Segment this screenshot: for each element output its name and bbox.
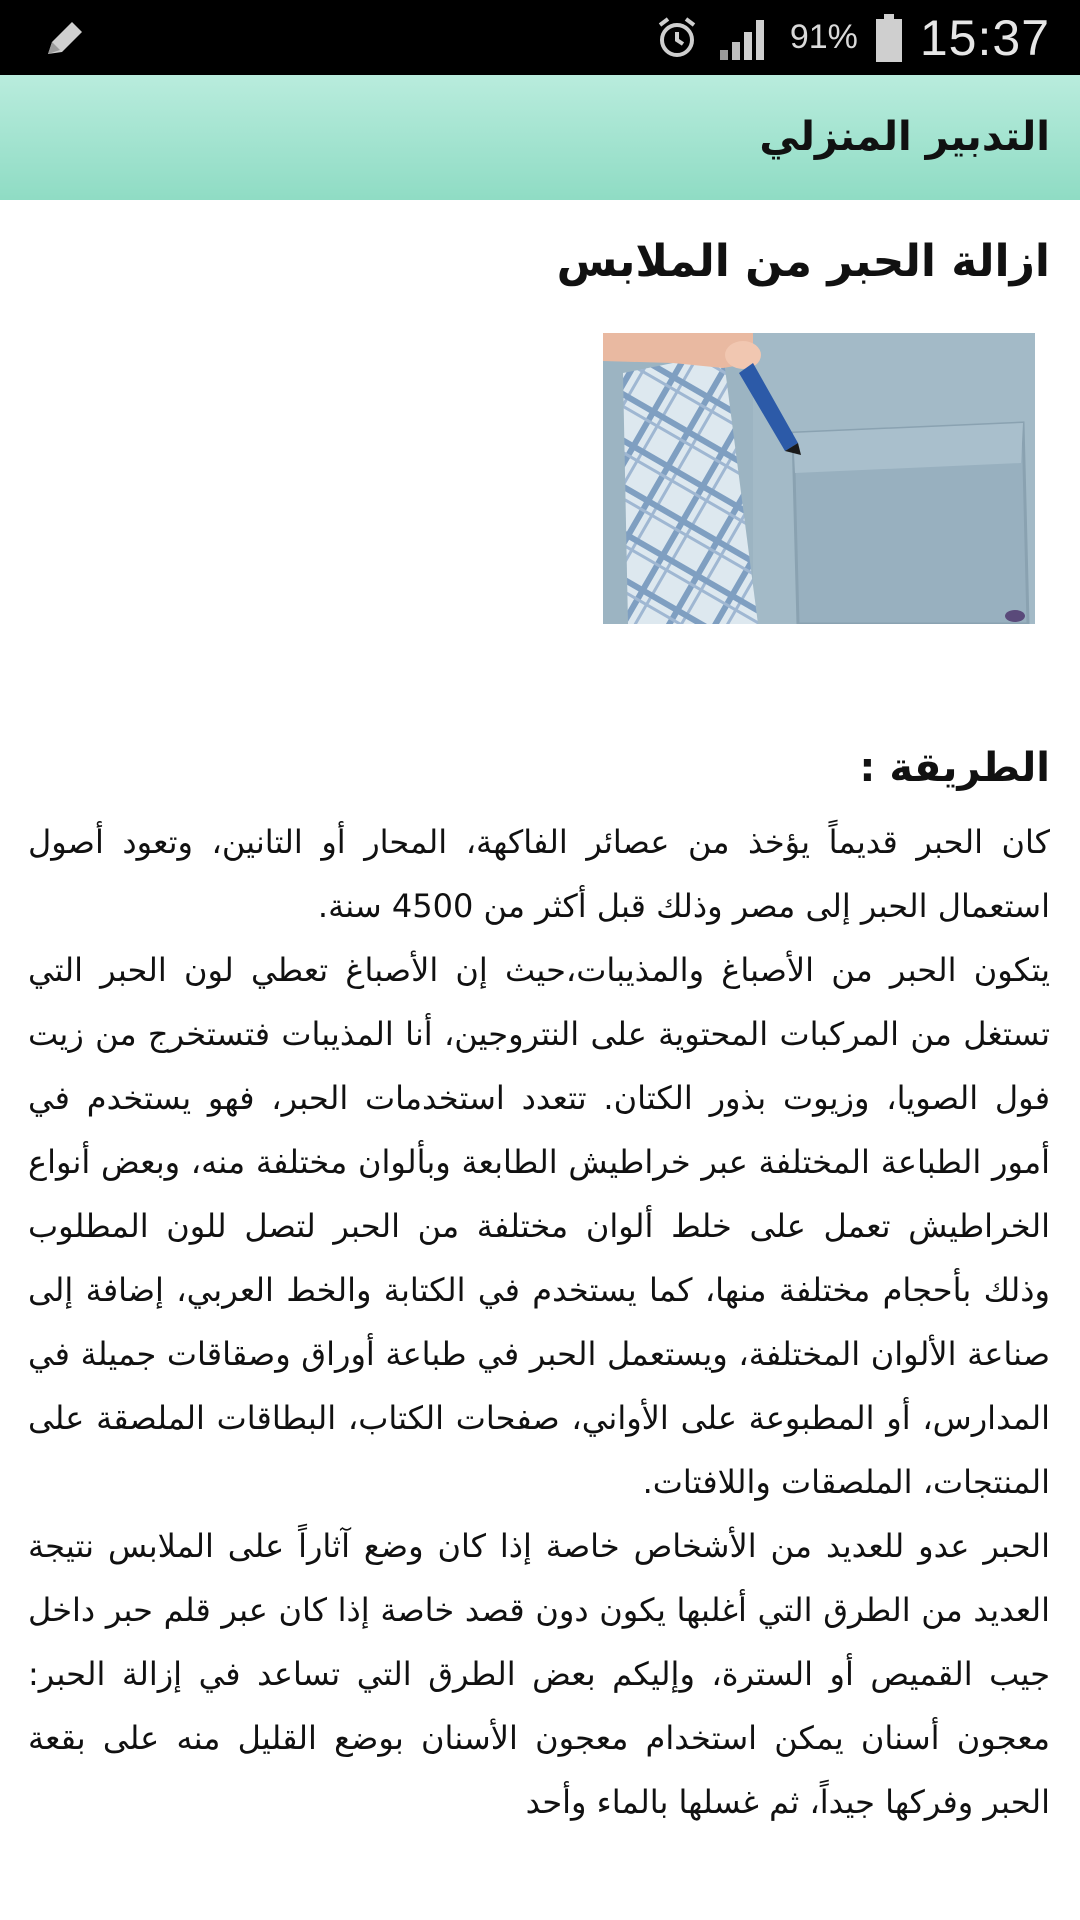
article-paragraph: الحبر عدو للعديد من الأشخاص خاصة إذا كان وضع آثاراً على الملابس نتيجة العديد من الطرق التي أغلبها يكون دون قصد خاصة إذا كان عبر قلم حبر داخل جيب القميص أو السترة، وإليكم بعض الطرق التي تساعد في إزالة الحبر: معجون أسنان يمكن استخدام معجون الأسنان بوضع القليل منه على بقعة الحبر وفركها جيداً، ثم غسلها بالماء وأحد	[28, 1527, 1050, 1821]
battery-percent: 91%	[789, 18, 858, 56]
battery-icon	[876, 14, 902, 62]
alarm-icon	[654, 15, 700, 61]
clock: 15:37	[919, 9, 1050, 66]
article-body	[28, 810, 1050, 1834]
section-heading: الطريقة :	[859, 745, 1050, 791]
article-content[interactable]	[0, 200, 1080, 1920]
ink-stain-shirt-image	[603, 333, 1035, 624]
app-bar-title: التدبير المنزلي	[759, 114, 1050, 160]
status-bar	[0, 0, 1080, 75]
article-title: ازالة الحبر من الملابس	[556, 236, 1050, 287]
app-bar	[0, 75, 1080, 200]
signal-icon	[718, 16, 772, 60]
article-paragraph: كان الحبر قديماً يؤخذ من عصائر الفاكهة، المحار أو التانين، وتعود أصول استعمال الحبر إلى مصر وذلك قبل أكثر من 4500 سنة.	[28, 823, 1050, 925]
edit-icon	[40, 14, 90, 64]
article-paragraph: يتكون الحبر من الأصباغ والمذيبات،حيث إن الأصباغ تعطي لون الحبر التي تستغل من المركبات المحتوية على النتروجين، أنا المذيبات فتستخرج من زيت فول الصويا، وزيوت بذور الكتان. تتعدد استخدمات الحبر، فهو يستخدم في أمور الطباعة المختلفة عبر خراطيش الطابعة وبألوان مختلفة منه، وبعض أنواع الخراطيش تعمل على خلط ألوان مختلفة من الحبر لتصل للون المطلوب وذلك بأحجام مختلفة منها، كما يستخدم في الكتابة والخط العربي، إضافة إلى صناعة الألوان المختلفة، ويستعمل الحبر في طباعة أوراق وصقاقات جميلة في المدارس، أو المطبوعة على الأواني، صفحات الكتاب، البطاقات الملصقة على المنتجات، الملصقات واللافتات.	[28, 951, 1050, 1501]
